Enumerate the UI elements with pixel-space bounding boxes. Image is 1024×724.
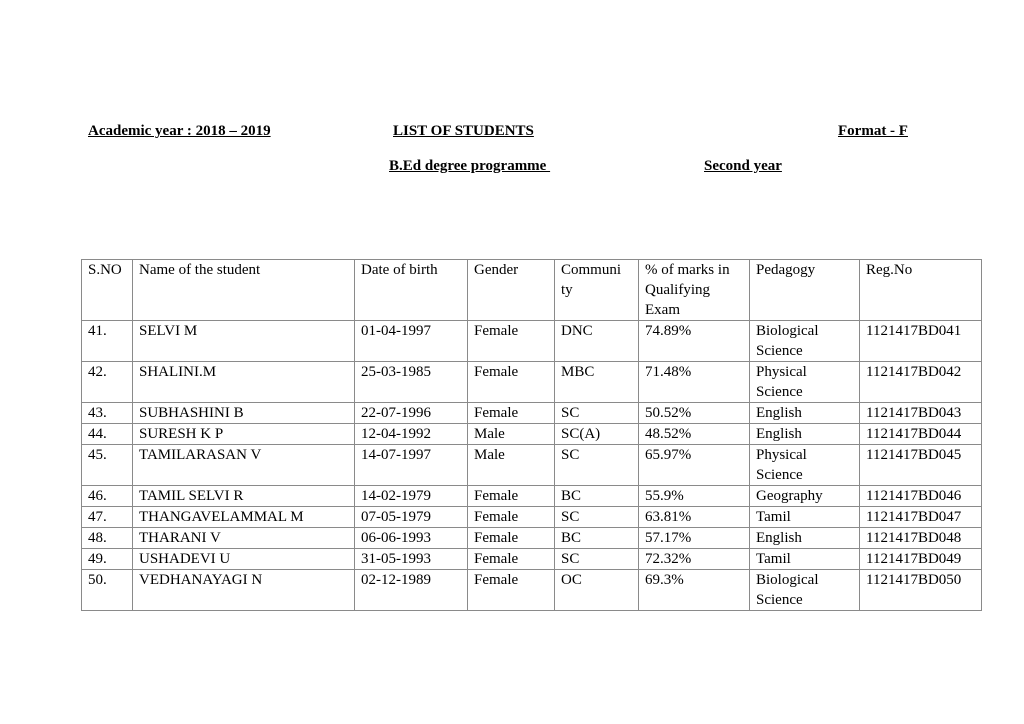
- cell-regno: 1121417BD048: [860, 528, 982, 549]
- cell-gender: Male: [468, 424, 555, 445]
- cell-pedagogy: Physical Science: [750, 362, 860, 403]
- year-label: Second year: [704, 158, 782, 174]
- cell-sno: 42.: [82, 362, 133, 403]
- cell-name: USHADEVI U: [133, 549, 355, 570]
- cell-marks: 50.52%: [639, 403, 750, 424]
- students-table: [81, 259, 982, 611]
- cell-marks: 69.3%: [639, 570, 750, 611]
- table-row: [82, 528, 982, 549]
- cell-dob: 06-06-1993: [355, 528, 468, 549]
- cell-marks: 55.9%: [639, 486, 750, 507]
- cell-sno: 41.: [82, 321, 133, 362]
- cell-gender: Female: [468, 321, 555, 362]
- cell-sno: 45.: [82, 445, 133, 486]
- cell-regno: 1121417BD050: [860, 570, 982, 611]
- cell-community: SC: [555, 549, 639, 570]
- cell-pedagogy: Biological Science: [750, 570, 860, 611]
- cell-marks: 63.81%: [639, 507, 750, 528]
- cell-community: SC: [555, 403, 639, 424]
- cell-name: SURESH K P: [133, 424, 355, 445]
- cell-regno: 1121417BD047: [860, 507, 982, 528]
- cell-name: TAMILARASAN V: [133, 445, 355, 486]
- cell-sno: 47.: [82, 507, 133, 528]
- programme-label: B.Ed degree programme: [389, 158, 551, 174]
- cell-dob: 12-04-1992: [355, 424, 468, 445]
- cell-regno: 1121417BD046: [860, 486, 982, 507]
- cell-community: BC: [555, 528, 639, 549]
- table-row: [82, 424, 982, 445]
- cell-regno: 1121417BD044: [860, 424, 982, 445]
- table-header-row: [82, 260, 982, 321]
- cell-gender: Female: [468, 570, 555, 611]
- cell-gender: Female: [468, 403, 555, 424]
- cell-marks: 71.48%: [639, 362, 750, 403]
- cell-regno: 1121417BD049: [860, 549, 982, 570]
- table-row: [82, 507, 982, 528]
- cell-dob: 31-05-1993: [355, 549, 468, 570]
- page-title: LIST OF STUDENTS: [393, 123, 534, 139]
- cell-sno: 49.: [82, 549, 133, 570]
- cell-dob: 02-12-1989: [355, 570, 468, 611]
- cell-name: VEDHANAYAGI N: [133, 570, 355, 611]
- cell-community: MBC: [555, 362, 639, 403]
- cell-marks: 72.32%: [639, 549, 750, 570]
- cell-gender: Female: [468, 507, 555, 528]
- column-header: Name of the student: [133, 260, 355, 321]
- cell-dob: 14-07-1997: [355, 445, 468, 486]
- cell-sno: 43.: [82, 403, 133, 424]
- cell-dob: 14-02-1979: [355, 486, 468, 507]
- cell-marks: 57.17%: [639, 528, 750, 549]
- cell-name: SHALINI.M: [133, 362, 355, 403]
- cell-community: OC: [555, 570, 639, 611]
- cell-sno: 44.: [82, 424, 133, 445]
- cell-gender: Female: [468, 549, 555, 570]
- cell-pedagogy: Geography: [750, 486, 860, 507]
- cell-gender: Female: [468, 486, 555, 507]
- cell-regno: 1121417BD043: [860, 403, 982, 424]
- cell-gender: Male: [468, 445, 555, 486]
- cell-name: SELVI M: [133, 321, 355, 362]
- cell-name: SUBHASHINI B: [133, 403, 355, 424]
- cell-marks: 65.97%: [639, 445, 750, 486]
- cell-dob: 22-07-1996: [355, 403, 468, 424]
- table-row: [82, 321, 982, 362]
- table-body: [82, 321, 982, 611]
- cell-regno: 1121417BD041: [860, 321, 982, 362]
- cell-regno: 1121417BD042: [860, 362, 982, 403]
- column-header: S.NO: [82, 260, 133, 321]
- column-header: Gender: [468, 260, 555, 321]
- cell-gender: Female: [468, 362, 555, 403]
- cell-marks: 48.52%: [639, 424, 750, 445]
- table-row: [82, 549, 982, 570]
- table-row: [82, 486, 982, 507]
- cell-pedagogy: Tamil: [750, 507, 860, 528]
- cell-gender: Female: [468, 528, 555, 549]
- cell-pedagogy: Tamil: [750, 549, 860, 570]
- cell-dob: 01-04-1997: [355, 321, 468, 362]
- cell-name: THARANI V: [133, 528, 355, 549]
- cell-name: TAMIL SELVI R: [133, 486, 355, 507]
- column-header: Pedagogy: [750, 260, 860, 321]
- cell-community: SC: [555, 445, 639, 486]
- table-row: [82, 362, 982, 403]
- cell-dob: 25-03-1985: [355, 362, 468, 403]
- cell-sno: 46.: [82, 486, 133, 507]
- cell-community: SC(A): [555, 424, 639, 445]
- format-label: Format - F: [838, 123, 908, 139]
- academic-year-label: Academic year : 2018 – 2019: [88, 123, 271, 139]
- column-header: Communi ty: [555, 260, 639, 321]
- column-header: Date of birth: [355, 260, 468, 321]
- table-row: [82, 570, 982, 611]
- cell-regno: 1121417BD045: [860, 445, 982, 486]
- cell-sno: 50.: [82, 570, 133, 611]
- table-row: [82, 445, 982, 486]
- cell-pedagogy: English: [750, 403, 860, 424]
- cell-community: SC: [555, 507, 639, 528]
- cell-pedagogy: English: [750, 424, 860, 445]
- cell-community: DNC: [555, 321, 639, 362]
- cell-name: THANGAVELAMMAL M: [133, 507, 355, 528]
- table-row: [82, 403, 982, 424]
- cell-pedagogy: English: [750, 528, 860, 549]
- cell-marks: 74.89%: [639, 321, 750, 362]
- column-header: % of marks in Qualifying Exam: [639, 260, 750, 321]
- cell-pedagogy: Biological Science: [750, 321, 860, 362]
- cell-pedagogy: Physical Science: [750, 445, 860, 486]
- column-header: Reg.No: [860, 260, 982, 321]
- cell-dob: 07-05-1979: [355, 507, 468, 528]
- cell-community: BC: [555, 486, 639, 507]
- cell-sno: 48.: [82, 528, 133, 549]
